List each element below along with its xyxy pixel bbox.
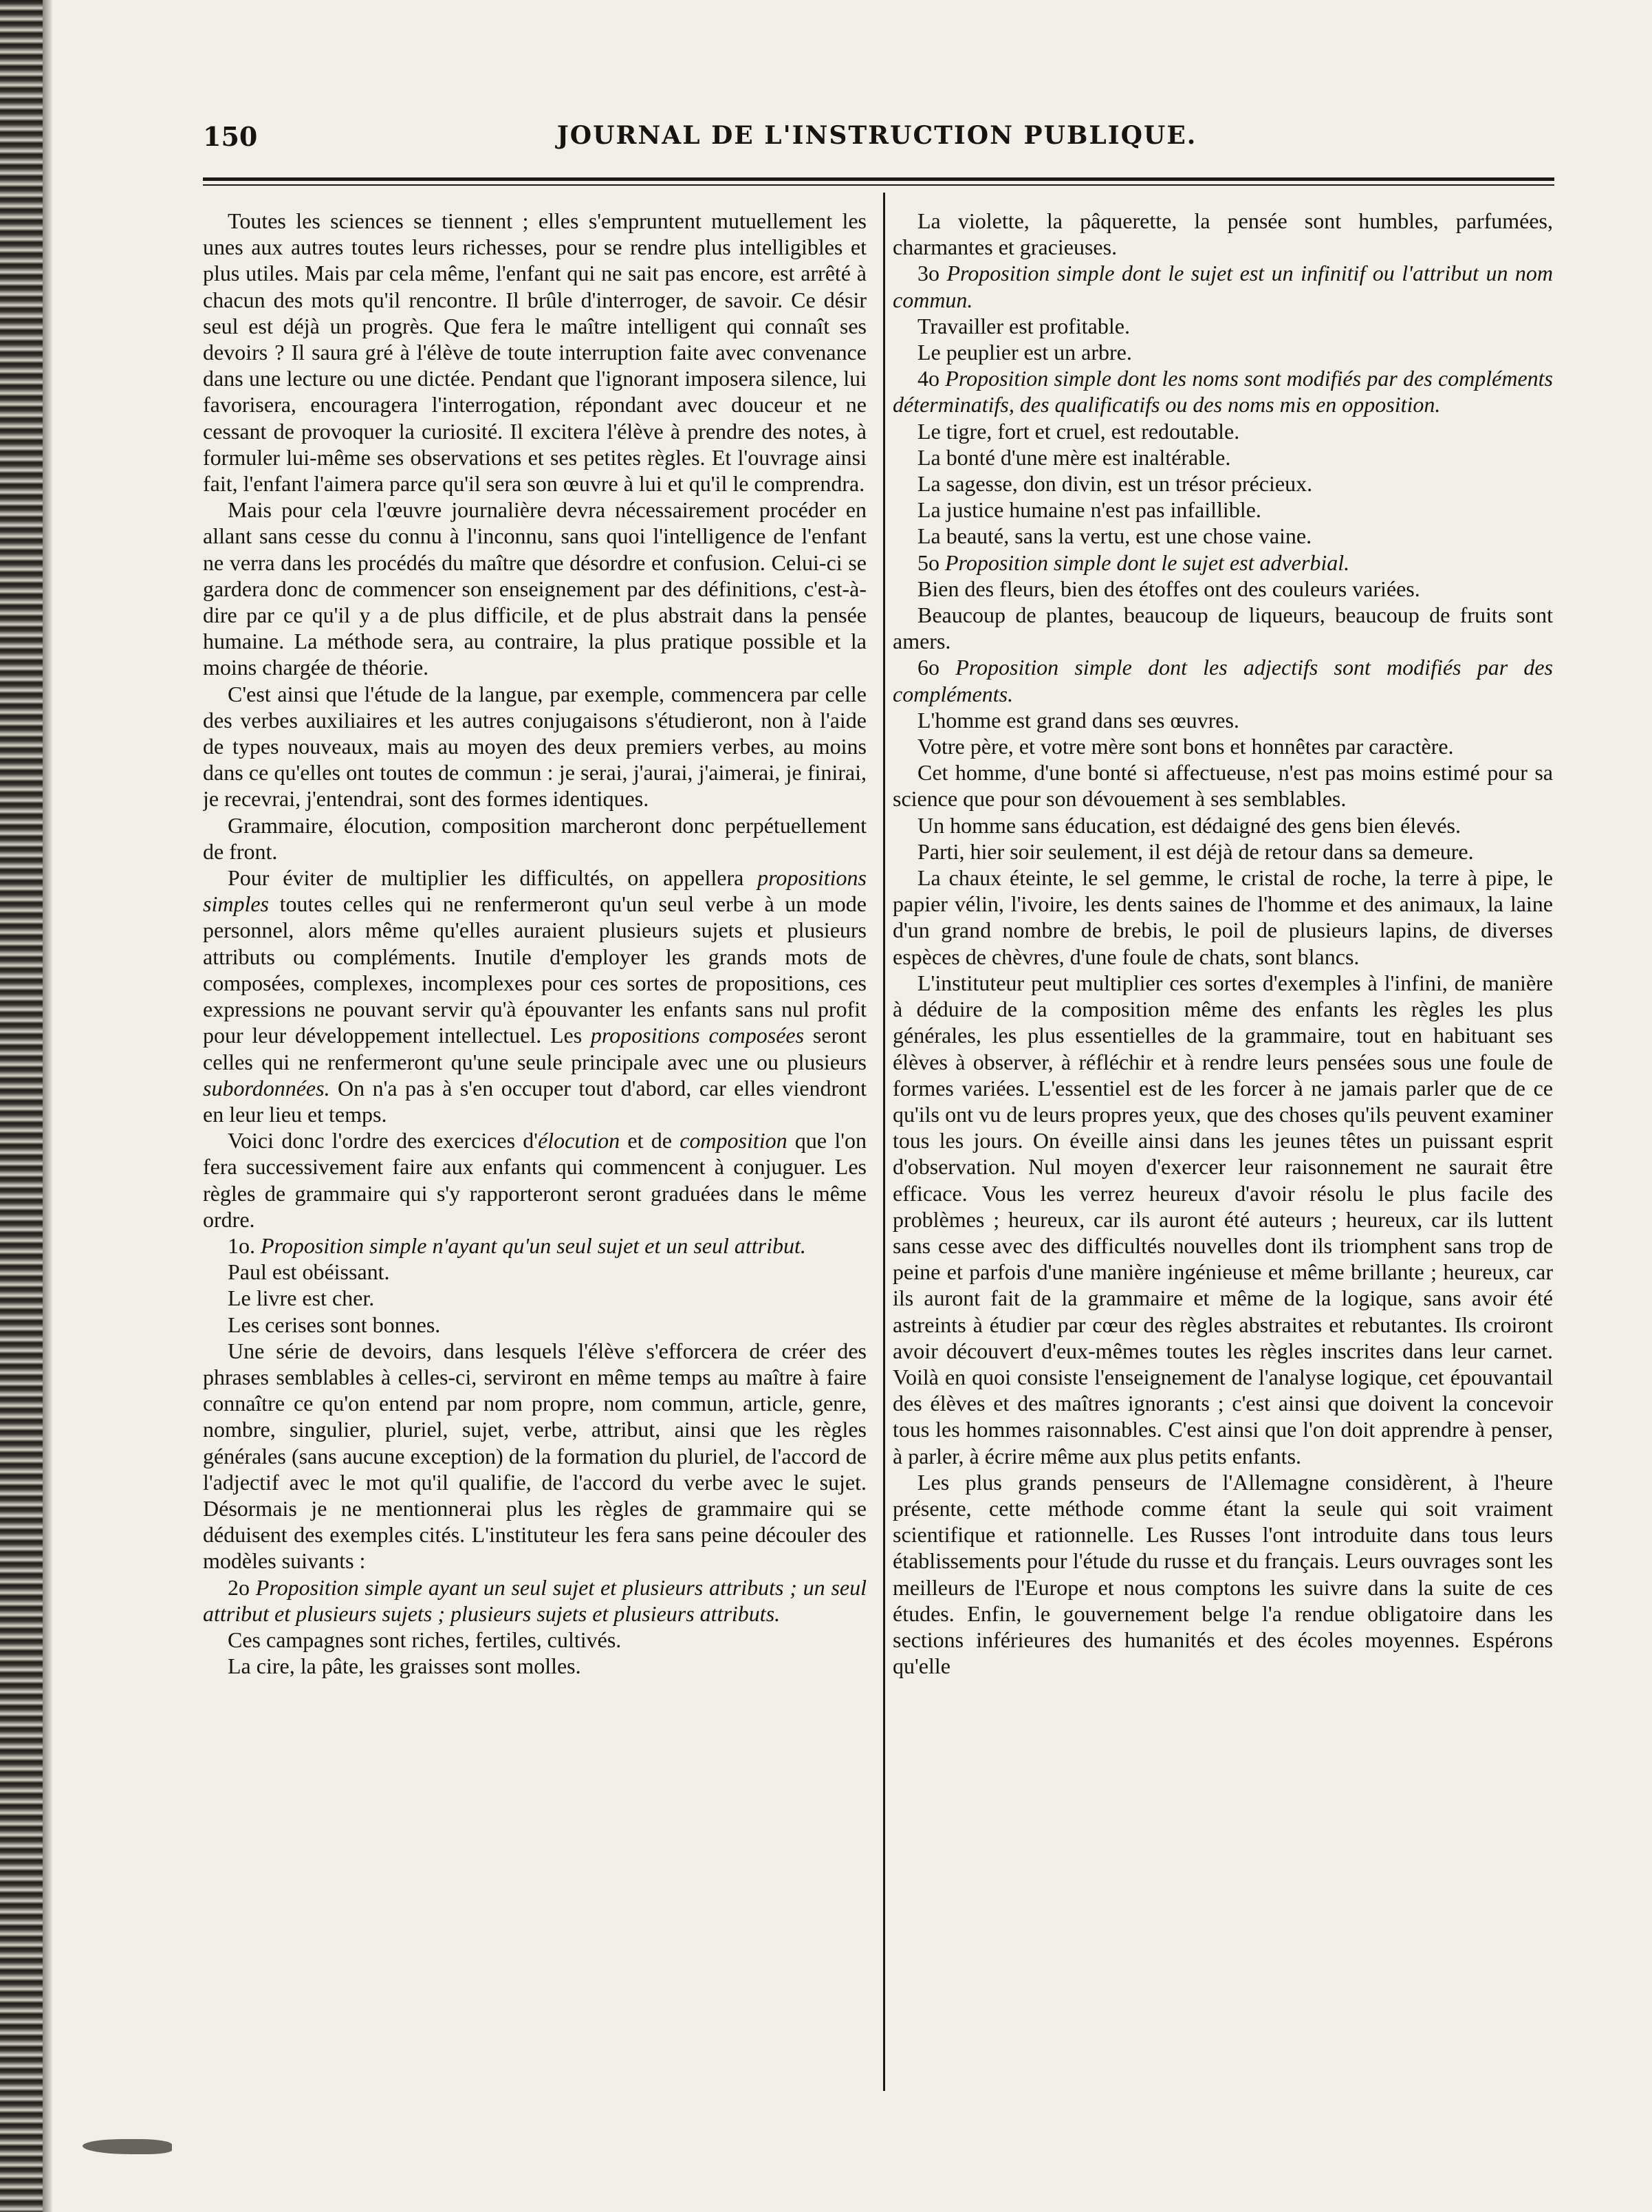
example-sentence: Un homme sans éducation, est dédaigné des gens bien élevés. xyxy=(917,812,1461,838)
example-sentence: La justice humaine n'est pas infaillible. xyxy=(917,497,1261,523)
example-sentence: Le livre est cher. xyxy=(228,1286,375,1311)
example-sentence: Le peuplier est un arbre. xyxy=(917,340,1132,365)
example-sentence: La violette, la pâquerette, la pensée sont humbles, parfumées, charmantes et gracieuses. xyxy=(893,208,1553,260)
example-sentence: Cet homme, d'une bonté si affectueuse, n'est pas moins estimé pour sa science que pour son dévouement à ses semblables. xyxy=(893,760,1553,812)
example-sentence: Bien des fleurs, bien des étoffes ont des couleurs variées. xyxy=(917,576,1420,601)
example-sentence: Paul est obéissant. xyxy=(228,1259,390,1285)
header-rule-thick xyxy=(203,177,1554,181)
paragraph: L'instituteur peut multiplier ces sortes d'exemples à l'infini, de manière à déduire de la composition même des enfants les règles les plus générales, les plus essentielles de la grammaire, tout en habituant ses élèves à observer, à réfléchir et à rendre leurs pensées sous une foule de formes variées. L'essentiel est de les forcer à ne jamais parler que de ce qu'ils ont vu de leurs propres yeux, que des choses qu'ils peuvent examiner tous les jours. On éveille ainsi dans les jeunes têtes un puissant esprit d'observation. Nul moyen d'exercer leur raisonnement ne saurait être efficace. Vous les verrez heureux d'avoir résolu le plus facile des problèmes ; heureux, car ils auront été auteurs ; heureux, car ils luttent sans cesse avec des difficultés nouvelles dont ils triomphent sans trop de peine et parfois d'une manière ingénieuse et même brillante ; heureux, car ils auront fait de la grammaire et même de la logique, sans avoir été astreints à étudier par cœur des règles abstraites et rebutantes. Ils croiront avoir découvert d'eux-mêmes toutes les règles inscrites dans leur carnet. Voilà en quoi consiste l'enseignement de l'analyse logique, cet épouvantail des élèves et des maîtres ignorants ; c'est ainsi que doivent la concevoir tous les hommes raisonnables. C'est ainsi que l'on doit apprendre à penser, à parler, à écrire même aux plus petits enfants. xyxy=(893,970,1553,1468)
paragraph: Grammaire, élocution, composition marcheront donc perpétuellement de front. xyxy=(203,812,867,864)
example-sentence: Les cerises sont bonnes. xyxy=(228,1312,441,1337)
example-sentence: La sagesse, don divin, est un trésor précieux. xyxy=(917,471,1313,497)
example-sentence: La cire, la pâte, les graisses sont molles. xyxy=(228,1653,581,1679)
paragraph: C'est ainsi que l'étude de la langue, par exemple, commencera par celle des verbes auxiliaires et les autres conjugaisons s'étudieront, non à l'aide de types nouveaux, mais au moyen des deux premiers verbes, au moins dans ce qu'elles ont toutes de commun : je serai, j'aurai, j'aimerai, je finirai, je recevrai, j'entendrai, sont des formes identiques. xyxy=(203,681,867,812)
column-divider xyxy=(883,193,885,2091)
example-sentence: Le tigre, fort et cruel, est redoutable. xyxy=(917,418,1240,444)
page-header xyxy=(203,121,1551,162)
example-sentence: Travailler est profitable. xyxy=(917,313,1130,338)
section-heading: 6o Proposition simple dont les adjectifs sont modifiés par des compléments. xyxy=(893,655,1553,706)
section-heading: 5o Proposition simple dont le sujet est adverbial. xyxy=(917,550,1350,575)
example-sentence: La beauté, sans la vertu, est une chose vaine. xyxy=(917,523,1312,549)
paragraph: Toutes les sciences se tiennent ; elles s'empruntent mutuellement les unes aux autres toutes leurs richesses, pour se rendre plus intelligibles et plus utiles. Mais par cela même, l'enfant qui ne sait pas encore, est arrêté à chacun des mots qu'il rencontre. Il brûle d'interroger, de savoir. Ce désir seul est déjà un progrès. Que fera le maître intelligent qui connaît ses devoirs ? Il saura gré à l'élève de toute interruption faite avec convenance dans une lecture ou une dictée. Pendant que l'ignorant imposera silence, lui favorisera, encouragera l'interrogation, répondant avec douceur et ne cessant de provoquer la curiosité. Il excitera l'élève à prendre des notes, à formuler lui-même ses observations et ses petites règles. Et l'ouvrage ainsi fait, l'enfant l'aimera parce qu'il sera son œuvre à lui et qu'il le comprendra. xyxy=(203,208,867,497)
left-column xyxy=(203,208,867,2092)
section-heading: 3o Proposition simple dont le sujet est un infinitif ou l'attribut un nom commun. xyxy=(893,261,1553,312)
example-sentence: Votre père, et votre mère sont bons et honnêtes par caractère. xyxy=(917,734,1454,759)
paragraph: Mais pour cela l'œuvre journalière devra nécessairement procéder en allant sans cesse du connu à l'inconnu, sans quoi l'intelligence de l'enfant ne verra dans les procédés du maître que désordre et confusion. Celui-ci se gardera donc de commencer son enseignement par des définitions, c'est-à-dire par ce qu'il y a de plus difficile, et de plus abstrait dans la pensée humaine. La méthode sera, au contraire, la plus pratique possible et la moins chargée de théorie. xyxy=(203,497,867,680)
example-sentence: La bonté d'une mère est inaltérable. xyxy=(917,444,1231,470)
section-heading: 2o Proposition simple ayant un seul sujet et plusieurs attributs ; un seul attribut et plusieurs sujets ; plusieurs sujets et plusieurs attributs. xyxy=(203,1574,867,1626)
scan-smudge xyxy=(83,2139,172,2154)
example-sentence: La chaux éteinte, le sel gemme, le cristal de roche, la terre à pipe, le papier vélin, l'ivoire, les dents saines de l'homme et des animaux, la laine d'un grand nombre de brebis, le poil de plusieurs lapins, de diverses espèces de chèvres, d'une foule de chats, sont blancs. xyxy=(893,865,1553,969)
running-title: JOURNAL DE L'INSTRUCTION PUBLIQUE. xyxy=(556,121,1197,150)
example-sentence: Parti, hier soir seulement, il est déjà de retour dans sa demeure. xyxy=(917,838,1474,864)
header-rule-thin xyxy=(203,184,1554,186)
example-sentence: Beaucoup de plantes, beaucoup de liqueurs, beaucoup de fruits sont amers. xyxy=(893,603,1553,654)
page-number: 150 xyxy=(203,121,258,152)
section-heading: 1o. Proposition simple n'ayant qu'un seul sujet et un seul attribut. xyxy=(228,1233,806,1258)
example-sentence: Ces campagnes sont riches, fertiles, cultivés. xyxy=(228,1627,622,1652)
paragraph: Pour éviter de multiplier les difficultés, on appellera propositions simples toutes celles qui ne renfermeront qu'un seul verbe à un mode personnel, alors même qu'elles auraient plusieurs sujets et plusieurs attributs ou compléments. Inutile d'employer les grands mots de composées, complexes, incomplexes pour ces sortes de propositions, ces expressions ne pouvant servir qu'à épouvanter les enfants sans nul profit pour leur développement intellectuel. Les propositions composées seront celles qui ne renfermeront qu'une seule principale avec une ou plusieurs subordonnées. On n'a pas à s'en occuper tout d'abord, car elles viendront en leur lieu et temps. xyxy=(203,865,867,1127)
section-heading: 4o Proposition simple dont les noms sont modifiés par des compléments déterminatifs, des qualificatifs ou des noms mis en opposition. xyxy=(893,366,1553,418)
example-sentence: L'homme est grand dans ses œuvres. xyxy=(917,707,1239,733)
paragraph: Une série de devoirs, dans lesquels l'élève s'efforcera de créer des phrases semblables à celles-ci, serviront en même temps au maître à faire connaître ce qu'on entend par nom propre, nom commun, article, genre, nombre, singulier, pluriel, sujet, verbe, attribut, ainsi que les règles générales (sans aucune exception) de la formation du pluriel, de l'accord de l'adjectif avec le mot qu'il qualifie, de l'accord du verbe avec le sujet. Désormais je ne mentionnerai plus les règles de grammaire qui se déduisent des exemples cités. L'instituteur les fera sans peine découler des modèles suivants : xyxy=(203,1338,867,1574)
right-column xyxy=(893,208,1553,2092)
paragraph: Voici donc l'ordre des exercices d'élocution et de composition que l'on fera successivement faire aux enfants qui commencent à conjuguer. Les règles de grammaire qui s'y rapporteront seront graduées dans le même ordre. xyxy=(203,1128,867,1232)
binding-shadow xyxy=(43,0,52,2212)
book-binding-edge xyxy=(0,0,43,2212)
paragraph: Les plus grands penseurs de l'Allemagne considèrent, à l'heure présente, cette méthode comme étant la seule qui soit vraiment scientifique et rationnelle. Les Russes l'ont introduite dans tous leurs établissements pour l'étude du russe et du français. Leurs ouvrages sont les meilleurs de l'Europe et nous comptons les suivre dans la suite de ces études. Enfin, le gouvernement belge l'a rendue obligatoire dans les sections inférieures des humanités et des écoles moyennes. Espérons qu'elle xyxy=(893,1469,1553,1679)
